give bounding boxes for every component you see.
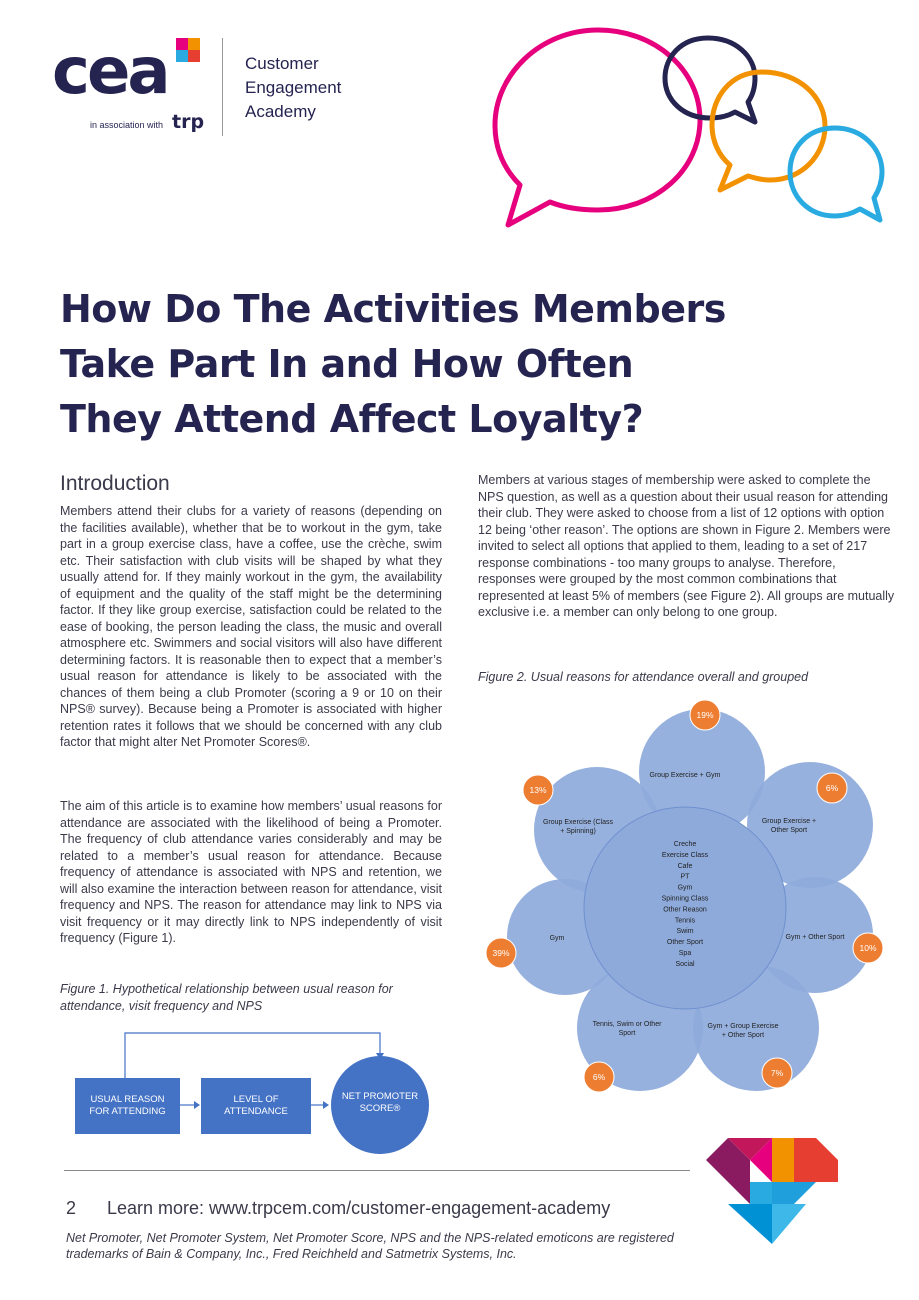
center-item: Other Sport bbox=[666, 939, 704, 947]
center-item: Tennis bbox=[674, 917, 696, 925]
group-label: Other Sport bbox=[770, 827, 808, 834]
center-item: Other Reason bbox=[663, 906, 707, 914]
pct-label: 6% bbox=[825, 783, 839, 793]
center-item: Spinning Class bbox=[661, 895, 709, 903]
intro-paragraph-2: The aim of this article is to examine how members’ usual reasons for attendance are associated with the likelihood of being a Promoter. The frequency of club attendance varies considerably and may be related to a member’s usual reason for attendance. Because frequency of attendance is associated with NPS and retention, we will also examine the interaction between reason for attendance, visit frequency and NPS. The reason for attendance may link to NPS via visit frequency or it may directly link to NPS independently of visit frequency (Figure 1). bbox=[60, 799, 442, 945]
group-label: Gym + Group Exercise bbox=[707, 1023, 779, 1030]
pct-label: 10% bbox=[859, 943, 877, 953]
box-line: LEVEL OF bbox=[233, 1094, 279, 1105]
center-item: Spa bbox=[678, 950, 692, 957]
cea-logo-mark-icon bbox=[168, 38, 204, 74]
footer-divider bbox=[64, 1170, 690, 1171]
academy-name bbox=[245, 52, 341, 124]
pct-badge bbox=[584, 1062, 614, 1092]
academy-line: Engagement bbox=[245, 78, 342, 97]
title-line: How Do The Activities Members bbox=[60, 287, 726, 331]
right-paragraph: Members at various stages of membership were asked to complete the NPS question, as well as a question about their usual reason for attending their club. They were asked to choose from a list of 12 options with option 12 being ‘other reason’. The options are shown in Figure 2. Members were invited to select all options that applied to them, leading to a set of 217 response combinations - too many groups to analyse. Therefore, responses were grouped by the most common combinations that represented at least 5% of members (see Figure 2). All groups are mutually exclusive i.e. a member can only belong to one group. bbox=[478, 473, 895, 619]
group-circle bbox=[747, 762, 873, 888]
group-label: Group Exercise + Gym bbox=[649, 772, 721, 779]
center-item: Cafe bbox=[677, 862, 693, 870]
usual-reason-box bbox=[75, 1078, 180, 1134]
pct-badge bbox=[853, 933, 883, 963]
page-number: 2 bbox=[66, 1198, 77, 1218]
center-item: Swim bbox=[676, 928, 694, 936]
figure-2-caption: Figure 2. Usual reasons for attendance overall and grouped bbox=[478, 670, 809, 684]
pct-badge bbox=[762, 1058, 792, 1088]
center-item: Creche bbox=[673, 841, 697, 848]
group-label: Sport bbox=[618, 1030, 636, 1037]
page-title bbox=[60, 282, 820, 447]
trademark-note: Net Promoter, Net Promoter System, Net Promoter Score, NPS and the NPS-related emoticons are registered trademarks of Bain & Company, Inc., Fred Reichheld and Satmetrix Systems, Inc. bbox=[66, 1231, 674, 1261]
academy-line: Customer bbox=[245, 54, 319, 73]
pct-label: 6% bbox=[592, 1072, 606, 1082]
pct-badge bbox=[817, 773, 847, 803]
pct-badge bbox=[690, 700, 720, 730]
pct-badge bbox=[523, 775, 553, 805]
group-label: Gym + Other Sport bbox=[785, 934, 845, 941]
center-item: PT bbox=[680, 873, 690, 881]
box-line: SCORE® bbox=[359, 1103, 401, 1114]
title-line: Take Part In and How Often bbox=[60, 342, 634, 386]
arrow-head-icon bbox=[323, 1101, 329, 1109]
nps-box bbox=[332, 1085, 428, 1121]
figure-1-caption: Figure 1. Hypothetical relationship between usual reason for attendance, visit frequency and NPS bbox=[60, 982, 393, 1013]
logo-divider bbox=[222, 38, 223, 136]
learn-more-link[interactable]: Learn more: www.trpcem.com/customer-engagement-academy bbox=[107, 1198, 611, 1218]
attendance-box bbox=[201, 1078, 311, 1134]
box-line: ATTENDANCE bbox=[224, 1106, 288, 1117]
group-label: + Other Sport bbox=[721, 1032, 765, 1039]
academy-line: Academy bbox=[245, 102, 316, 121]
group-label: + Spinning) bbox=[560, 828, 596, 835]
heart-logo-icon bbox=[706, 1138, 840, 1246]
association-label: in association with bbox=[90, 120, 164, 130]
center-item: Exercise Class bbox=[661, 851, 709, 859]
pct-label: 19% bbox=[696, 710, 714, 720]
group-label: Group Exercise + bbox=[761, 818, 817, 825]
title-line: They Attend Affect Loyalty? bbox=[60, 397, 644, 441]
box-line: USUAL REASON bbox=[90, 1094, 165, 1105]
group-circle bbox=[507, 879, 623, 995]
group-label: Group Exercise (Class bbox=[542, 819, 614, 826]
intro-paragraph-1: Members attend their clubs for a variety of reasons (depending on the facilities available), whether that be to workout in the gym, take part in a group exercise class, have a coffee, use the crèche, swim etc. Their satisfaction with club visits will be shaped by what they usually attend for. If they mainly workout in the gym, the availability of equipment and the quality of the staff might be the determining factor. If they like group exercise, satisfaction could be related to the ease of booking, the person leading the class, the music and overall atmosphere etc. Swimmers and social visitors will also have different determining factors. It is reasonable then to expect that a member’s usual reason for attendance is likely to be associated with the chances of them being a club Promoter (scoring a 9 or 10 on their NPS® survey). Because being a Promoter is associated with higher retention rates it follows that we should be concerned with any club factor that might alter Net Promoter Scores®. bbox=[60, 504, 442, 749]
introduction-heading: Introduction bbox=[60, 472, 170, 495]
pct-label: 39% bbox=[492, 948, 510, 958]
center-item: Gym bbox=[677, 884, 693, 892]
figure-2-diagram bbox=[480, 695, 900, 1095]
group-label: Tennis, Swim or Other bbox=[592, 1021, 662, 1028]
trp-logo: trp bbox=[172, 111, 205, 133]
speech-bubbles-icon bbox=[480, 20, 900, 250]
group-label: Gym bbox=[549, 935, 565, 942]
center-item: Social bbox=[675, 960, 695, 968]
pct-label: 7% bbox=[770, 1068, 784, 1078]
box-line: FOR ATTENDING bbox=[89, 1106, 166, 1117]
box-line: NET PROMOTER bbox=[341, 1091, 419, 1102]
arrow-head-icon bbox=[194, 1101, 200, 1109]
pct-badge bbox=[486, 938, 516, 968]
cea-logo: cea bbox=[52, 35, 168, 109]
feedback-arrow bbox=[125, 1033, 380, 1078]
pct-label: 13% bbox=[529, 785, 547, 795]
